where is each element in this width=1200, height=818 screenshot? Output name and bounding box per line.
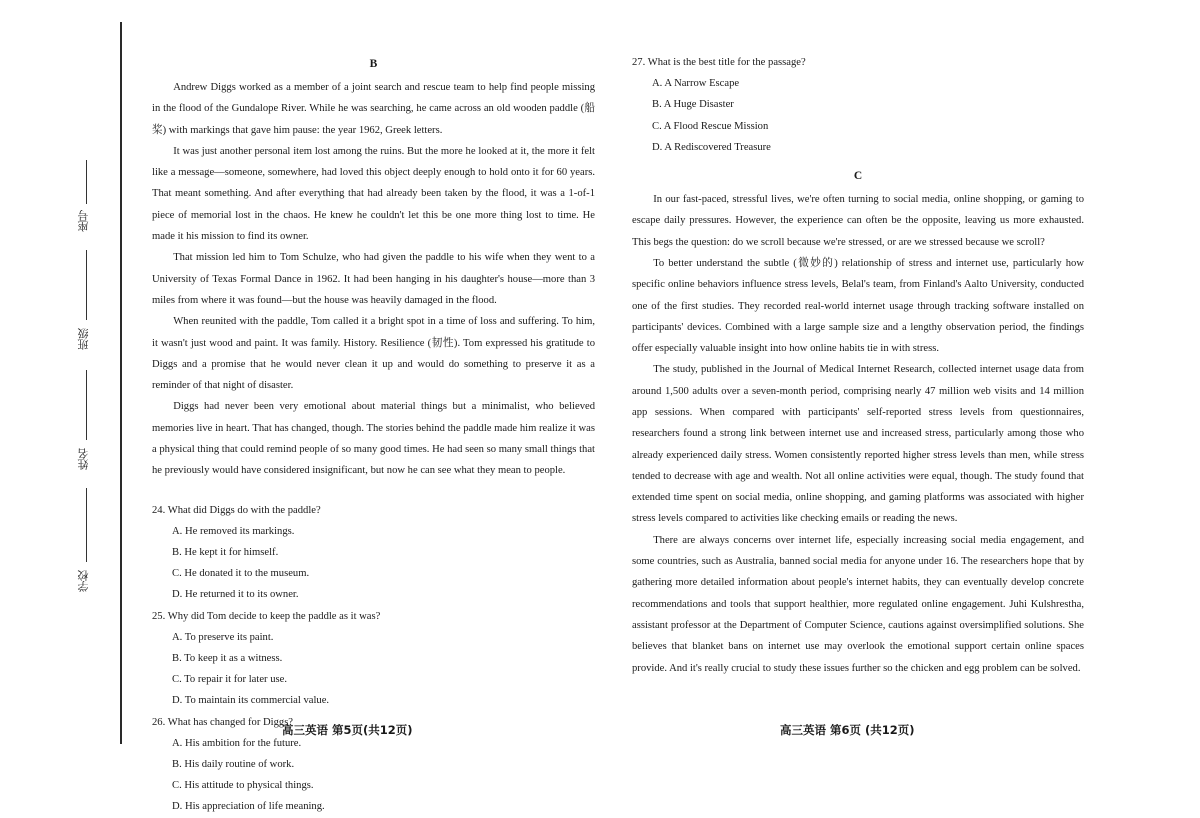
section-heading: B xyxy=(369,58,378,70)
left-page xyxy=(152,58,595,818)
page-footer-right: 高三英语 第6页 (共12页) xyxy=(780,723,915,737)
option: B. A Huge Disaster xyxy=(652,99,734,111)
section-heading: C xyxy=(853,170,863,183)
seat-underline xyxy=(86,160,87,204)
seat-label: 座号 xyxy=(78,210,90,232)
option: D. His appreciation of life meaning. xyxy=(172,801,325,813)
paragraph: When reunited with the paddle, Tom called it a bright spot in a time of loss and suffering. To him, it wasn't just wood and paint. It was family. History. Resilience (韧性). Tom expressed his gratitude to Diggs and a promise that he would never clean it up and would do something to preserve it as a reminder of that night of disaster. xyxy=(152,316,595,392)
question-list xyxy=(152,500,595,818)
class-underline xyxy=(86,250,87,320)
option: D. He returned it to its owner. xyxy=(172,589,299,601)
option: A. He removed its markings. xyxy=(172,525,295,537)
option: B. He kept it for himself. xyxy=(172,547,279,559)
name-label: 姓名 xyxy=(78,448,90,470)
paragraph: Andrew Diggs worked as a member of a joint search and rescue team to help find people missing in the flood of the Gundalope River. While he was searching, he came across an old wooden paddle (船桨) with markings that gave him pause: the year 1962, Greek letters. xyxy=(152,82,595,136)
binding-margin-line xyxy=(120,22,122,744)
option: A. A Narrow Escape xyxy=(652,78,740,90)
paragraph: There are always concerns over internet life, especially increasing social media engagement, and some countries, such as Australia, banned social media for anyone under 16. The researchers hope that by gathering more detailed information about people's internet habits, they can eventually develop concrete recommendations and tools that support healthier, more regulated online engagement. Juhi Kulshrestha, assistant professor at the Department of Computer Science, cautions against oversimplified solutions. She believes that blanket bans on internet use may overlook the emotional support certain online spaces provide. And it's really crucial to study these issues further so the chicken and egg problem can be solved. xyxy=(632,534,1084,674)
class-label: 班级 xyxy=(78,328,90,350)
paragraph: It was just another personal item lost among the ruins. But the more he looked at it, the more it felt like a message—someone, somewhere, had loved this object deeply enough to hold onto it for 60 years. That meant something. And after everything that had already been taken by the flood, it was a 1-of-1 piece of memorial lost in the chaos. He knew he couldn't let this be one more thing lost to time. He made it his mission to find its owner. xyxy=(152,145,595,243)
option: C. A Flood Rescue Mission xyxy=(652,120,769,132)
option: B. His daily routine of work. xyxy=(172,759,295,771)
question-stem: 25. Why did Tom decide to keep the paddle as it was? xyxy=(152,610,381,622)
option: D. A Rediscovered Treasure xyxy=(652,141,771,153)
paragraph: In our fast-paced, stressful lives, we're often turning to social media, online shopping, or gaming to escape daily pressures. However, the experience can often be the opposite, leaving us more exhausted. This begs the question: do we scroll because we're stressed, or are we stressed because we scroll? xyxy=(632,194,1084,248)
paragraph: Diggs had never been very emotional about material things but a minimalist, who believed memories live in heart. That has changed, though. The stories behind the paddle made him realize it was a physical thing that could remind people of so many good times. He had seen so many small things that he previously would have considered insignificant, but now he can see what they mean to people. xyxy=(152,401,595,477)
paragraph: To better understand the subtle (微妙的) relationship of stress and internet use, particularly how specific online behaviors influence stress levels, Belal's team, from Finland's Aalto University, conducted one of the first studies. They recorded real-world internet usage through tracking software installed on participants' devices. Combined with a large sample size and a lengthy observation period, the findings offer especially valuable insight into how online habits tie in with stress. xyxy=(632,257,1084,355)
school-underline xyxy=(86,488,87,562)
paragraph: That mission led him to Tom Schulze, who had given the paddle to his wife when they went to a University of Texas Formal Dance in 1962. It had been hanging in his daughter's house—more than 3 miles from where it was found—but the house was heavily damaged in the flood. xyxy=(152,252,595,306)
option: C. He donated it to the museum. xyxy=(172,568,310,580)
options xyxy=(152,733,595,818)
page-footer-left: 高三英语 第5页(共12页) xyxy=(282,723,413,737)
option: C. To repair it for later use. xyxy=(172,674,287,686)
options xyxy=(152,521,595,606)
option: A. His ambition for the future. xyxy=(172,737,302,749)
question-stem: 26. What has changed for Diggs? xyxy=(152,716,294,728)
question-stem: 27. What is the best title for the passage? xyxy=(632,57,806,68)
options xyxy=(152,627,595,712)
option: C. His attitude to physical things. xyxy=(172,780,314,792)
paragraph: The study, published in the Journal of Medical Internet Research, collected internet usage data from around 1,500 adults over a seven-month period, comprising nearly 47 million web visits and 14 million app sessions. When compared with participants' self-reported stress levels from questionnaires, researchers found a strong link between internet use and increased stress, particularly among those who already experienced daily stress. Women consistently reported higher stress levels than men, while stress tended to decrease with age and wealth. Not all online activities were equal, though. The study found that extended time spent on social media, online shopping, and gaming platforms was associated with higher stress levels compared to activities like checking emails or reading the news. xyxy=(632,364,1084,525)
option: B. To keep it as a witness. xyxy=(172,653,283,665)
name-underline xyxy=(86,370,87,440)
option: D. To maintain its commercial value. xyxy=(172,695,330,707)
question-stem: 24. What did Diggs do with the paddle? xyxy=(152,504,321,516)
option: A. To preserve its paint. xyxy=(172,631,274,643)
right-page xyxy=(632,57,1084,679)
options xyxy=(632,73,1084,158)
school-label: 学校 xyxy=(78,570,90,592)
